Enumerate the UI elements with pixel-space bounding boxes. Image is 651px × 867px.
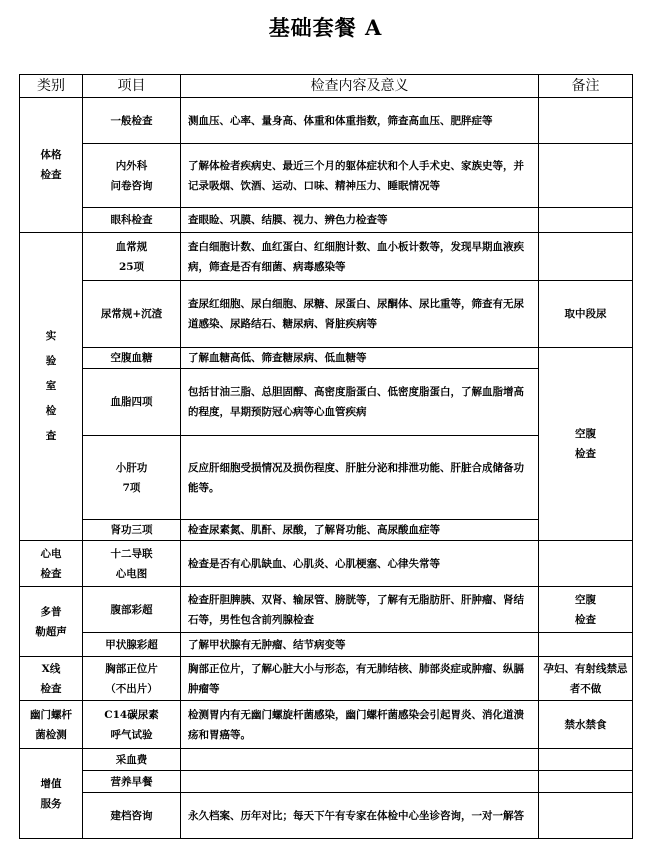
content-cell: 包括甘油三脂、总胆固醇、高密度脂蛋白、低密度脂蛋白，了解血脂增高的程度，早期预防冠心病等心血管疾病	[181, 369, 539, 436]
content-cell: 检查尿素氮、肌酐、尿酸，了解肾功能、高尿酸血症等	[181, 520, 539, 541]
item-cell: 采血费	[83, 749, 181, 771]
remark-cell-fasting: 空腹 检查	[539, 348, 633, 541]
item-cell: 胸部正位片 （不出片）	[83, 657, 181, 701]
page-title: 基础套餐 A	[268, 15, 383, 40]
item-cell: 十二导联 心电图	[83, 541, 181, 587]
remark-cell	[539, 208, 633, 233]
content-cell: 了解甲状腺有无肿瘤、结节病变等	[181, 633, 539, 657]
table-row	[20, 281, 633, 348]
table-row	[20, 749, 633, 771]
item-cell: 血常规 25项	[83, 233, 181, 281]
remark-cell	[539, 633, 633, 657]
content-cell: 永久档案、历年对比；每天下午有专家在体检中心坐诊咨询，一对一解答	[181, 793, 539, 839]
header-row	[20, 75, 633, 98]
item-cell: 血脂四项	[83, 369, 181, 436]
table-row	[20, 793, 633, 839]
category-xray: X线 检查	[20, 657, 83, 701]
table-row	[20, 348, 633, 369]
item-cell: 一般检查	[83, 98, 181, 144]
category-hp: 幽门螺杆 菌检测	[20, 701, 83, 749]
table-row	[20, 633, 633, 657]
content-cell	[181, 749, 539, 771]
item-cell: C14碳尿素 呼气试验	[83, 701, 181, 749]
content-cell: 胸部正位片，了解心脏大小与形态，有无肺结核、肺部炎症或肿瘤、纵膈肿瘤等	[181, 657, 539, 701]
header-item: 项目	[83, 75, 181, 98]
category-physical: 体格 检查	[20, 98, 83, 233]
header-content: 检查内容及意义	[181, 75, 539, 98]
table-row	[20, 771, 633, 793]
content-cell: 测血压、心率、量身高、体重和体重指数，筛查高血压、肥胖症等	[181, 98, 539, 144]
table-row	[20, 587, 633, 633]
content-cell: 反应肝细胞受损情况及损伤程度、肝脏分泌和排泄功能、肝脏合成储备功能等。	[181, 436, 539, 520]
package-table	[19, 74, 633, 839]
item-cell: 甲状腺彩超	[83, 633, 181, 657]
content-cell: 查尿红细胞、尿白细胞、尿糖、尿蛋白、尿酮体、尿比重等，筛查有无尿道感染、尿路结石、糖尿病、肾脏疾病等	[181, 281, 539, 348]
remark-cell: 取中段尿	[539, 281, 633, 348]
table-row	[20, 144, 633, 208]
content-cell: 查眼睑、巩膜、结膜、视力、辨色力检查等	[181, 208, 539, 233]
remark-cell: 孕妇、有射线禁忌者不做	[539, 657, 633, 701]
item-cell: 建档咨询	[83, 793, 181, 839]
table-row	[20, 541, 633, 587]
item-cell: 肾功三项	[83, 520, 181, 541]
content-cell: 检查是否有心肌缺血、心肌炎、心肌梗塞、心律失常等	[181, 541, 539, 587]
remark-cell	[539, 749, 633, 771]
header-category: 类别	[20, 75, 83, 98]
item-cell: 腹部彩超	[83, 587, 181, 633]
table-row	[20, 98, 633, 144]
item-cell: 空腹血糖	[83, 348, 181, 369]
item-cell: 营养早餐	[83, 771, 181, 793]
remark-cell: 禁水禁食	[539, 701, 633, 749]
remark-cell	[539, 771, 633, 793]
category-ultrasound: 多普 勒超声	[20, 587, 83, 657]
item-cell: 眼科检查	[83, 208, 181, 233]
content-cell: 了解血糖高低、筛查糖尿病、低血糖等	[181, 348, 539, 369]
content-cell: 检查肝胆脾胰、双肾、输尿管、膀胱等，了解有无脂肪肝、肝肿瘤、肾结石等，男性包含前列腺检查	[181, 587, 539, 633]
remark-cell	[539, 233, 633, 281]
table-row	[20, 208, 633, 233]
category-lab: 实 验 室 检 查	[20, 233, 83, 541]
remark-cell	[539, 541, 633, 587]
item-cell: 内外科 问卷咨询	[83, 144, 181, 208]
table-row	[20, 233, 633, 281]
table-row	[20, 701, 633, 749]
content-cell: 查白细胞计数、血红蛋白、红细胞计数、血小板计数等，发现早期血液疾病，筛查是否有细菌、病毒感染等	[181, 233, 539, 281]
table-row	[20, 657, 633, 701]
content-cell: 了解体检者疾病史、最近三个月的躯体症状和个人手术史、家族史等，并记录吸烟、饮酒、运动、口味、精神压力、睡眠情况等	[181, 144, 539, 208]
remark-cell	[539, 793, 633, 839]
content-cell: 检测胃内有无幽门螺旋杆菌感染，幽门螺杆菌感染会引起胃炎、消化道溃疡和胃癌等。	[181, 701, 539, 749]
remark-cell	[539, 98, 633, 144]
content-cell	[181, 771, 539, 793]
remark-cell: 空腹 检查	[539, 587, 633, 633]
item-cell: 尿常规+沉渣	[83, 281, 181, 348]
category-ecg: 心电 检查	[20, 541, 83, 587]
remark-cell	[539, 144, 633, 208]
category-service: 增值 服务	[20, 749, 83, 839]
header-remark: 备注	[539, 75, 633, 98]
item-cell: 小肝功 7项	[83, 436, 181, 520]
